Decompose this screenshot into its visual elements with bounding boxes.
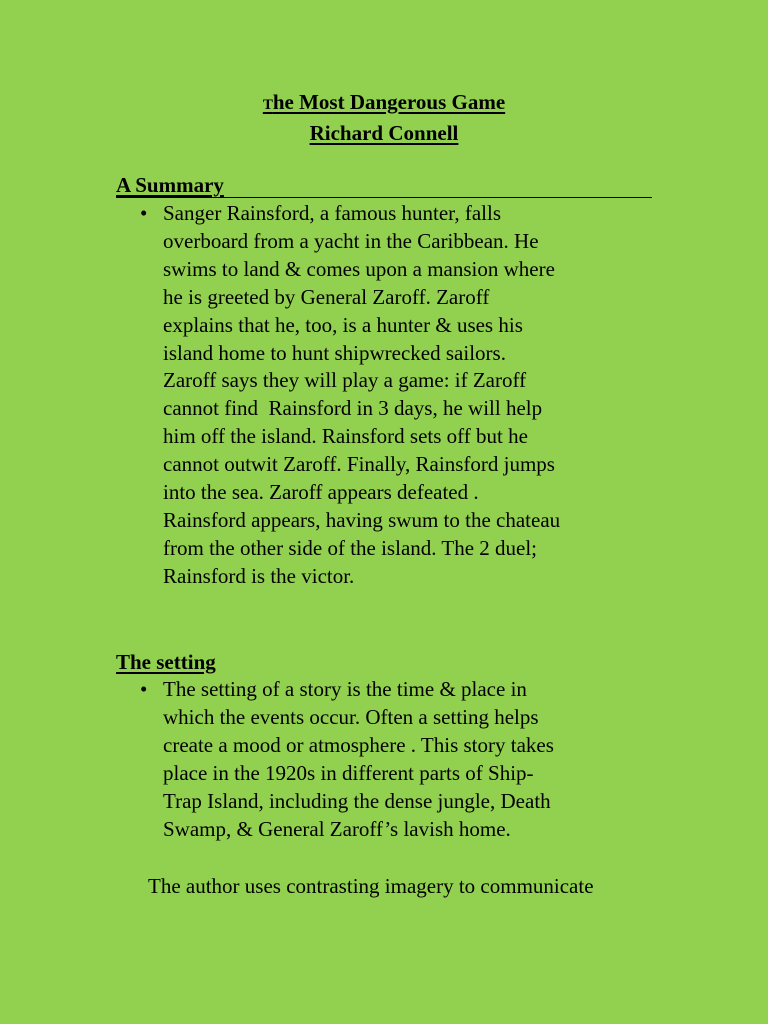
text-line: cannot find Rainsford in 3 days, he will help [163, 396, 543, 421]
text-line: place in the 1920s in different parts of Ship- [163, 760, 534, 785]
bullet-dot: • [140, 677, 148, 701]
story-title-rest: he Most Dangerous Game [272, 90, 506, 114]
text-line: The setting of a story is the time & place in [163, 677, 527, 701]
text-line: Trap Island, including the dense jungle, Death [163, 788, 551, 813]
author-name: Richard Connell [309, 121, 459, 145]
text-line: Rainsford is the victor. [163, 563, 355, 588]
text-line: Swamp, & General Zaroff’s lavish home. [163, 816, 511, 841]
setting-heading: The setting [116, 650, 216, 674]
text-line: him off the island. Rainsford sets off but he [163, 424, 528, 449]
text-line: cannot outwit Zaroff. Finally, Rainsford jumps [163, 452, 555, 477]
text-line: which the events occur. Often a setting helps [163, 704, 539, 729]
text-line: from the other side of the island. The 2 duel; [163, 535, 538, 560]
text-line: island home to hunt shipwrecked sailors. [163, 340, 506, 365]
summary-heading-text: A Summary [116, 173, 224, 197]
title-block [0, 88, 768, 147]
text-line: Sanger Rainsford, a famous hunter, falls [163, 201, 501, 225]
story-title-first-letter: T [262, 97, 273, 113]
bullet-dot: • [140, 201, 148, 225]
text-line: into the sea. Zaroff appears defeated . [163, 480, 479, 505]
summary-heading [116, 173, 652, 198]
text-line: he is greeted by General Zaroff. Zaroff [163, 284, 490, 309]
closing-paragraph: The author uses contrasting imagery to communicate [148, 874, 594, 898]
setting-bullet-text [163, 676, 663, 843]
summary-bullet-text [163, 200, 663, 591]
text-line: create a mood or atmosphere . This story takes [163, 732, 554, 757]
text-line: Rainsford appears, having swum to the chateau [163, 507, 561, 532]
story-title [263, 88, 505, 119]
text-line: Zaroff says they will play a game: if Zaroff [163, 368, 527, 393]
text-line: explains that he, too, is a hunter & uses his [163, 312, 523, 337]
text-line: overboard from a yacht in the Caribbean. He [163, 228, 539, 253]
text-line: swims to land & comes upon a mansion where [163, 256, 555, 281]
